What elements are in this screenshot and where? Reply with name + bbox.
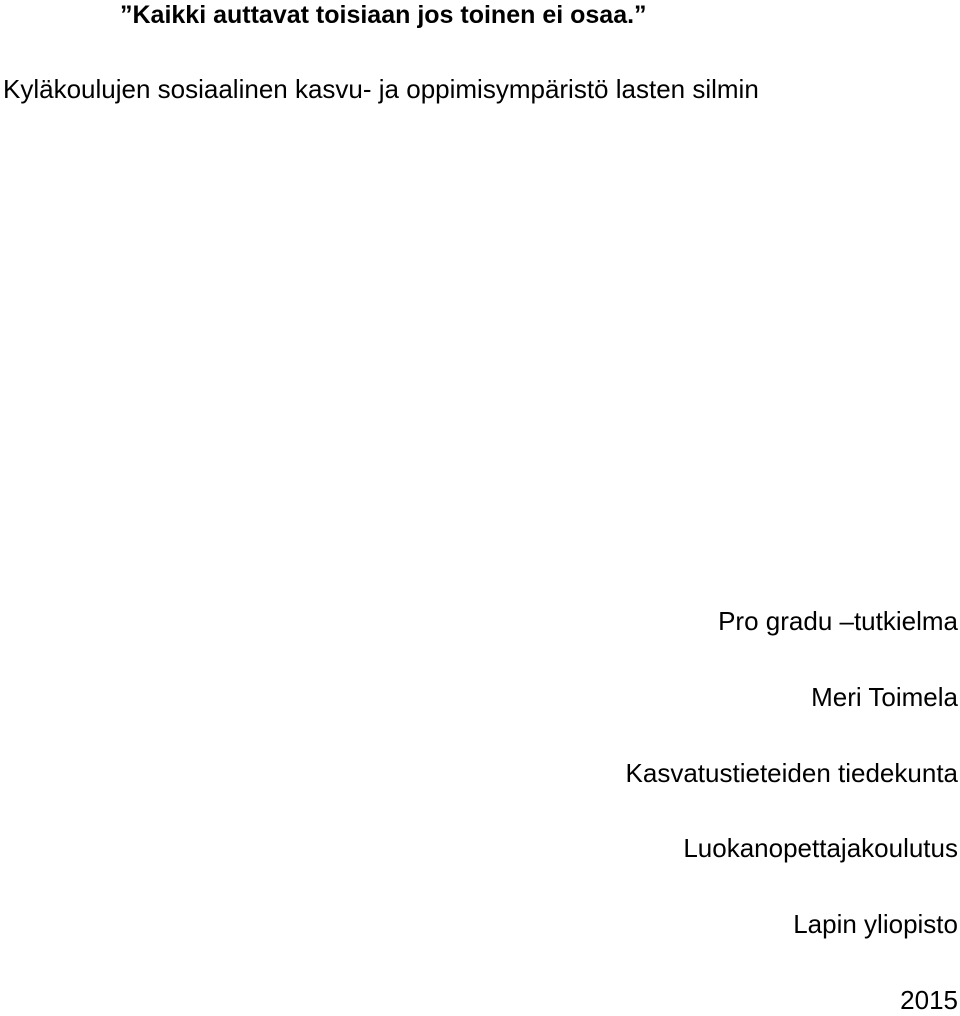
author-name: Meri Toimela [811,682,958,712]
faculty-name: Kasvatustieteiden tiedekunta [625,758,958,788]
program-name: Luokanopettajakoulutus [683,833,958,863]
thesis-subtitle: Kyläkoulujen sosiaalinen kasvu- ja oppimisympäristö lasten silmin [3,74,759,104]
thesis-title: ”Kaikki auttavat toisiaan jos toinen ei osaa.” [120,1,647,29]
university-name: Lapin yliopisto [793,909,958,939]
thesis-type: Pro gradu –tutkielma [718,606,958,636]
publication-year: 2015 [900,985,958,1015]
